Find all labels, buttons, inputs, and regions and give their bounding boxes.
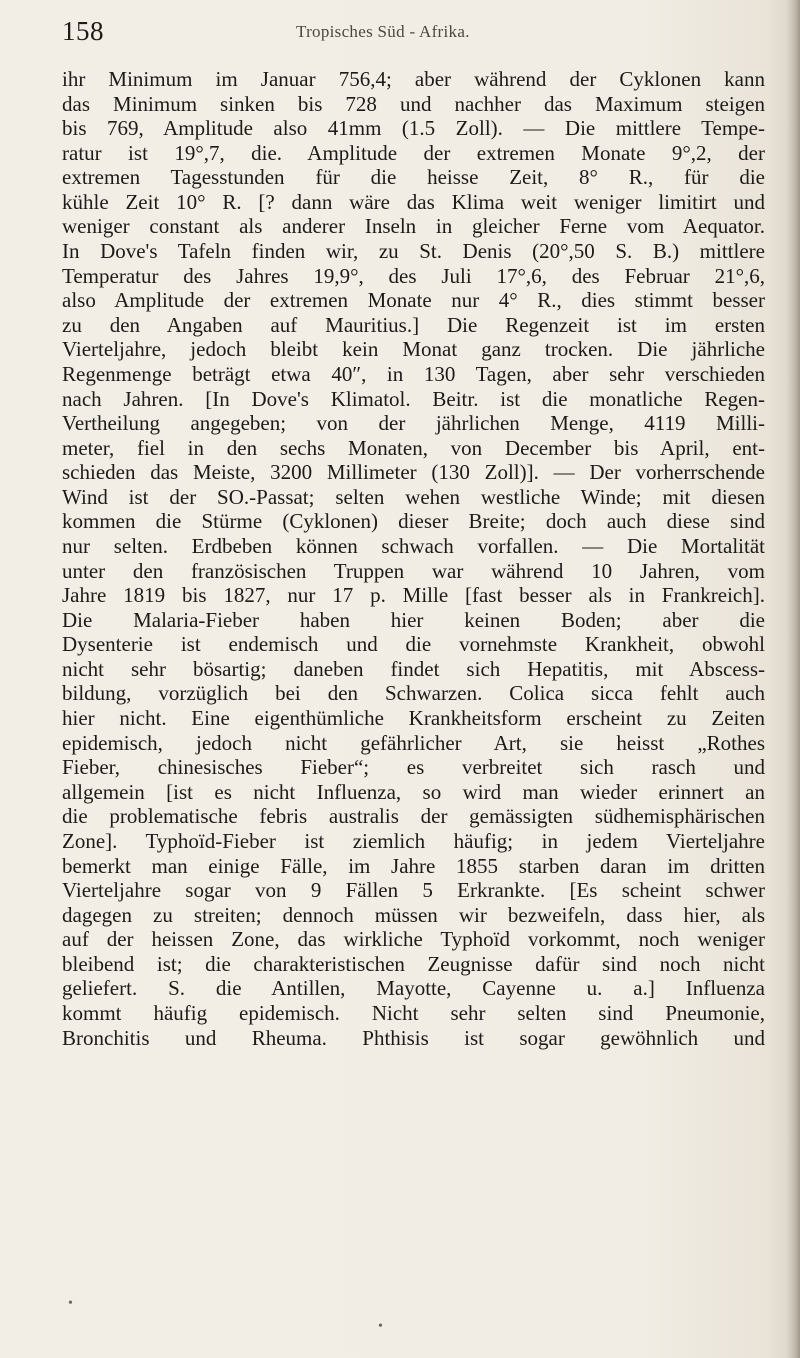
text-line: Wind ist der SO.-Passat; selten wehen westliche Winde; mit diesen xyxy=(62,484,765,509)
text-line: kühle Zeit 10° R. [? dann wäre das Klima weit weniger limitirt und xyxy=(62,189,765,214)
text-line: hier nicht. Eine eigenthümliche Krankheitsform erscheint zu Zeiten xyxy=(62,706,765,731)
text-line: ratur ist 19°,7, die. Amplitude der extremen Monate 9°,2, der xyxy=(62,140,765,165)
text-line: Jahre 1819 bis 1827, nur 17 p. Mille [fast besser als in Frankreich]. xyxy=(62,583,765,608)
text-line: nach Jahren. [In Dove's Klimatol. Beitr. ist die monatliche Regen- xyxy=(62,386,765,411)
text-line: Vierteljahre sogar von 9 Fällen 5 Erkrankte. [Es scheint schwer xyxy=(62,878,765,903)
body-text xyxy=(62,67,765,1050)
text-line: das Minimum sinken bis 728 und nachher das Maximum steigen xyxy=(62,91,765,116)
text-line: meter, fiel in den sechs Monaten, von December bis April, ent- xyxy=(62,435,765,460)
text-line: die problematische febris australis der gemässigten südhemisphärischen xyxy=(62,804,765,829)
text-line: unter den französischen Truppen war während 10 Jahren, vom xyxy=(62,558,765,583)
text-line: bleibend ist; die charakteristischen Zeugnisse dafür sind noch nicht xyxy=(62,951,765,976)
page-edge-shadow xyxy=(786,0,800,1358)
text-line: auf der heissen Zone, das wirkliche Typhoïd vorkommt, noch weniger xyxy=(62,927,765,952)
text-line: geliefert. S. die Antillen, Mayotte, Cayenne u. a.] Influenza xyxy=(62,976,765,1001)
text-line: also Amplitude der extremen Monate nur 4° R., dies stimmt besser xyxy=(62,288,765,313)
page-header xyxy=(62,14,762,48)
text-line: Zone]. Typhoïd-Fieber ist ziemlich häufig; in jedem Vierteljahre xyxy=(62,828,765,853)
text-line: Temperatur des Jahres 19,9°, des Juli 17°,6, des Februar 21°,6, xyxy=(62,263,765,288)
stray-mark: • xyxy=(378,1319,383,1334)
text-line: Vertheilung angegeben; von der jährlichen Menge, 4119 Milli- xyxy=(62,411,765,436)
text-line: Regenmenge beträgt etwa 40″, in 130 Tagen, aber sehr verschieden xyxy=(62,361,765,386)
stray-mark: • xyxy=(68,1296,73,1311)
text-line: zu den Angaben auf Mauritius.] Die Regenzeit ist im ersten xyxy=(62,312,765,337)
text-line: allgemein [ist es nicht Influenza, so wird man wieder erinnert an xyxy=(62,779,765,804)
text-line: ihr Minimum im Januar 756,4; aber während der Cyklonen kann xyxy=(62,67,765,91)
text-line: extremen Tagesstunden für die heisse Zeit, 8° R., für die xyxy=(62,165,765,190)
text-line: bemerkt man einige Fälle, im Jahre 1855 starben daran im dritten xyxy=(62,853,765,878)
text-line: Dysenterie ist endemisch und die vornehmste Krankheit, obwohl xyxy=(62,632,765,657)
text-line: nur selten. Erdbeben können schwach vorfallen. — Die Mortalität xyxy=(62,533,765,558)
text-line: schieden das Meiste, 3200 Millimeter (130 Zoll)]. — Der vorherrschende xyxy=(62,460,765,485)
text-line: Vierteljahre, jedoch bleibt kein Monat ganz trocken. Die jährliche xyxy=(62,337,765,362)
text-line: kommen die Stürme (Cyklonen) dieser Breite; doch auch diese sind xyxy=(62,509,765,534)
text-line: In Dove's Tafeln finden wir, zu St. Denis (20°,50 S. B.) mittlere xyxy=(62,239,765,264)
text-line: epidemisch, jedoch nicht gefährlicher Art, sie heisst „Rothes xyxy=(62,730,765,755)
text-line: kommt häufig epidemisch. Nicht sehr selten sind Pneumonie, xyxy=(62,1000,765,1025)
text-line: nicht sehr bösartig; daneben findet sich Hepatitis, mit Abscess- xyxy=(62,656,765,681)
page-number: 158 xyxy=(62,16,104,46)
text-line: dagegen zu streiten; dennoch müssen wir bezweifeln, dass hier, als xyxy=(62,902,765,927)
text-line: Bronchitis und Rheuma. Phthisis ist sogar gewöhnlich und xyxy=(62,1025,765,1050)
text-line: bildung, vorzüglich bei den Schwarzen. Colica sicca fehlt auch xyxy=(62,681,765,706)
running-title: Tropisches Süd - Afrika. xyxy=(296,22,470,41)
text-line: bis 769, Amplitude also 41mm (1.5 Zoll). — Die mittlere Tempe- xyxy=(62,116,765,141)
text-line: Fieber, chinesisches Fieber“; es verbreitet sich rasch und xyxy=(62,755,765,780)
text-line: weniger constant als anderer Inseln in gleicher Ferne vom Aequator. xyxy=(62,214,765,239)
text-line: Die Malaria-Fieber haben hier keinen Boden; aber die xyxy=(62,607,765,632)
